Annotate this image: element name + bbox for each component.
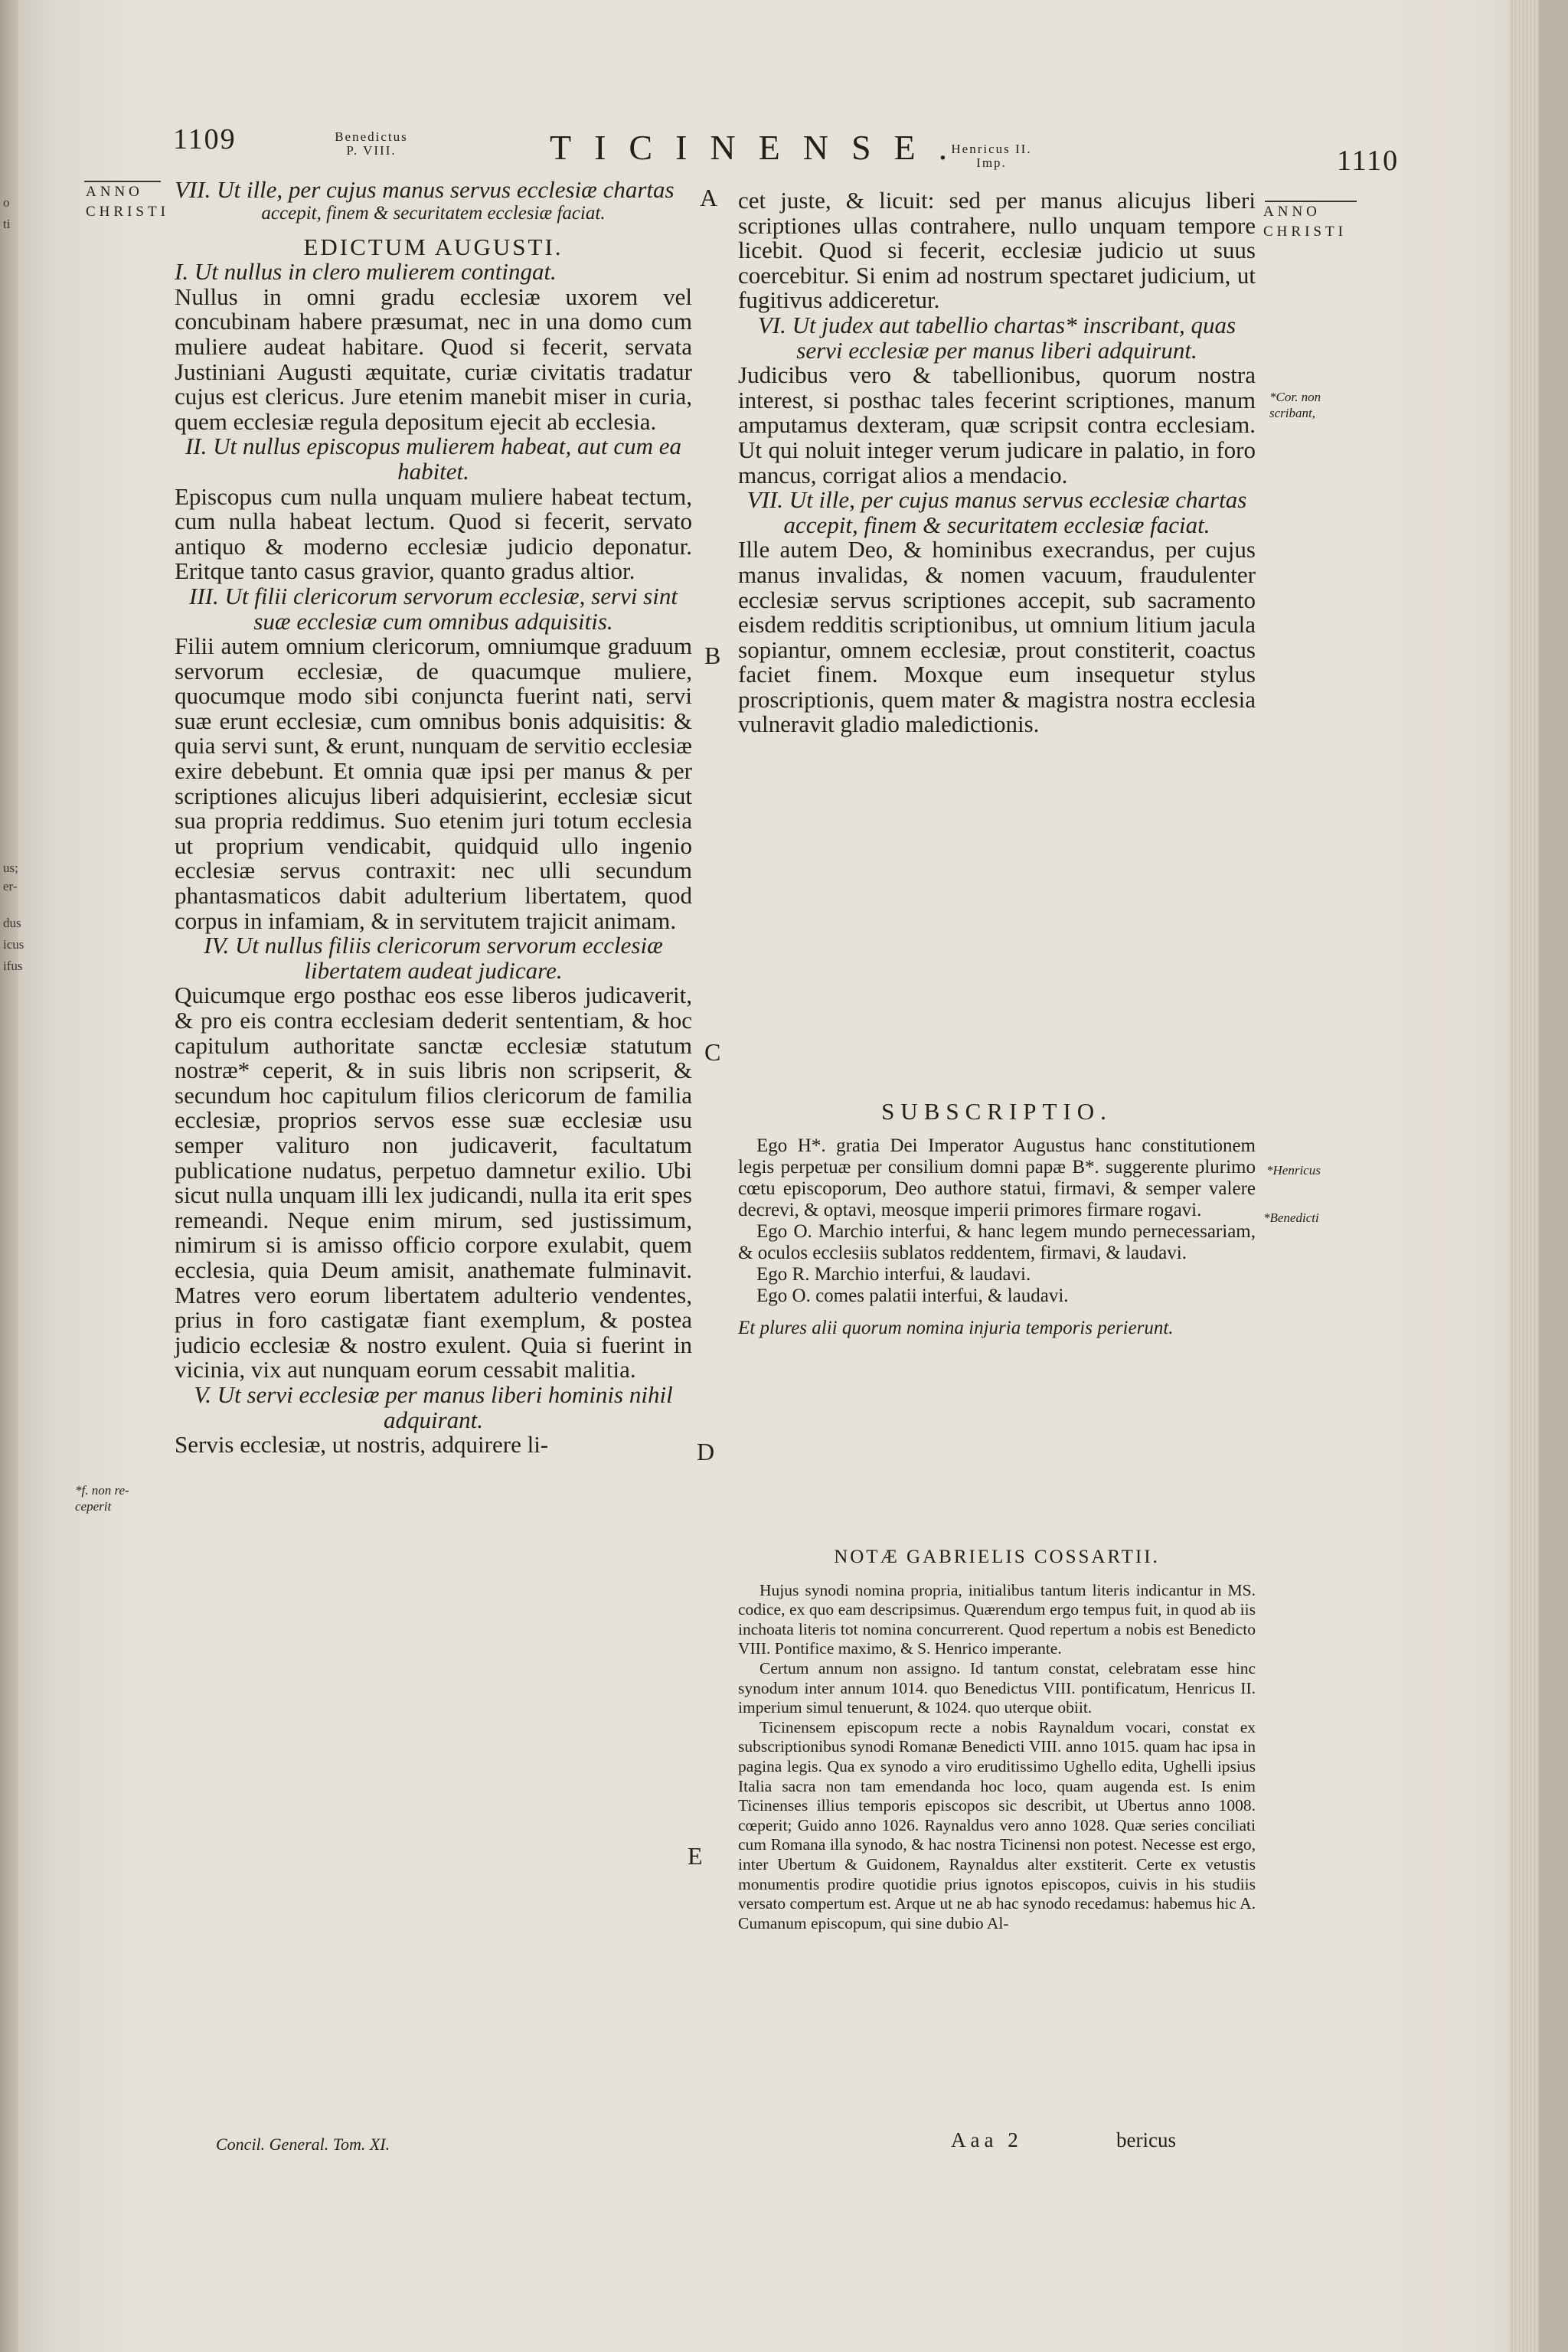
edge-fragment: ifus: [3, 959, 23, 973]
subscription-line: Ego R. Marchio interfui, & laudavi.: [756, 1263, 1031, 1285]
anno-label: ANNO: [1263, 204, 1321, 220]
margin-note-benedicti: *Benedicti: [1263, 1210, 1319, 1225]
margin-note-left: [75, 1482, 129, 1514]
subscription-line: Ego O. comes palatii interfui, & laudavi.: [756, 1285, 1069, 1306]
catchword: bericus: [1116, 2128, 1176, 2151]
anno-christi-left: [86, 182, 169, 222]
note-paragraph: Certum annum non assigno. Id tantum constat, celebratam esse hinc synodum inter annum 1014. quo Benedictus VIII. pontificatum, Henricus II. imperium simul tenuerunt, & 1024. quo uterque obiit.: [738, 1658, 1256, 1717]
edge-fragment: us;: [3, 861, 18, 875]
paragraph: Filii autem omnium clericorum, omniumque graduum servorum ecclesiæ, de quacumque muliere, quocumque modo sibi conjuncta fuerint nati, servi suæ erunt ecclesiæ, cum omnibus bonis adquisitis: & quia servi sunt, & erunt, nunquam de servitio ecclesiæ exire debebunt. Et omnia quæ ipsi per manus & per scriptiones alicujus liberi adquisierint, ecclesiæ sicut sua propria reddimus. Suo etenim juri totum ecclesia ut proprium vendicabit, quidquid ullo ingenio ecclesiæ servus contraxit: nec ulli secundum phantasmaticos dabit adulterium libertatem, quod corpus in infamiam, & in servitutem trajicit animam.: [175, 632, 692, 934]
header-pope-name: Benedictus: [335, 129, 408, 144]
book-spine: [0, 0, 18, 2352]
paragraph: Ille autem Deo, & hominibus execrandus, per cujus manus invalidas, & nomen vacuum, fraudulenter ecclesiæ servus scriptiones accepit, sub sacramento eisdem redditis scriptionibus, ut omnium litium jacula sopiantur, omnem ecclesiæ, prout constiterit, coactus faciet finem. Moxque eum insequetur stylus proscriptionis, quem mater & magistra nostra ecclesia vulneravit gladio maledictionis.: [738, 536, 1256, 738]
notes-block: [738, 1545, 1256, 1933]
page-number-right: 1110: [1337, 145, 1400, 177]
chapter-heading: IV. Ut nullus filiis clericorum servorum ecclesiæ libertatem audeat judicare.: [204, 932, 663, 984]
page-number-left: 1109: [173, 123, 237, 155]
chapter-heading-cont: accepit, finem & securitatem ecclesiæ faciat.: [261, 202, 606, 224]
section-letter: E: [688, 1842, 703, 1870]
edge-fragment: o: [3, 195, 10, 210]
section-letter: D: [697, 1438, 715, 1465]
chapter-heading: III. Ut filii clericorum servorum ecclesiæ, servi sint suæ ecclesiæ cum omnibus adquisitis.: [189, 582, 678, 635]
subscriptio-block: [738, 1099, 1256, 1339]
notes-heading: NOTÆ GABRIELIS COSSARTII.: [834, 1547, 1160, 1567]
margin-note-line: *f. non re-: [75, 1483, 129, 1498]
chapter-heading: VII. Ut ille, per cujus manus servus ecclesiæ chartas accepit, finem & securitatem ecclesiæ faciat.: [746, 486, 1247, 538]
subscriptio-closing: Et plures alii quorum nomina injuria temporis perierunt.: [738, 1317, 1174, 1338]
header-emperor-title: Imp.: [976, 155, 1007, 170]
chapter-heading: VI. Ut judex aut tabellio chartas* inscribant, quas servi ecclesiæ per manus liberi adquirunt.: [757, 311, 1236, 364]
right-column: [738, 188, 1256, 737]
margin-note-line: ceperit: [75, 1499, 112, 1514]
edge-fragment: ti: [3, 217, 11, 231]
paragraph: Nullus in omni gradu ecclesiæ uxorem vel concubinam habere præsumat, nec in una domo cum muliere audeat habitare. Quod si fecerit, servata Justiniani Augusti æquitate, curiæ civitatis tradatur cujus est clericus. Jure etenim manebit miser in curia, quem ecclesiæ regula depositum ejecit ab ecclesia.: [175, 283, 692, 435]
margin-note-line: *Cor. non: [1269, 390, 1321, 404]
paragraph: Judicibus vero & tabellionibus, quorum nostra interest, si posthac tales fecerint scriptiones, manum amputamus dexteram, quæ scripsit contra ecclesiam. Ut qui noluit integer verum judicare in palatio, in foro mancus, corrigat alios a mendacio.: [738, 361, 1256, 488]
header-emperor-name: Henricus II.: [951, 142, 1032, 156]
left-column: [175, 178, 692, 1458]
subscription-line: Ego H*. gratia Dei Imperator Augustus hanc constitutionem legis perpetuæ per consilium domni papæ B*. suggerente plurimo cœtu episcoporum, Deo authore statui, firmavi, & semper valere decrevi, & optavi, meosque imperii primores firmare rogavi.: [738, 1135, 1256, 1220]
chapter-heading: V. Ut servi ecclesiæ per manus liberi hominis nihil adquirant.: [194, 1380, 673, 1433]
edge-fragment: er-: [3, 879, 18, 893]
paragraph: Quicumque ergo posthac eos esse liberos judicaverit, & pro eis contra ecclesiam dederit sententiam, & hoc capitulum authoritate sanctæ ecclesiæ statutum nostræ* ceperit, & in suis libris non scripserit, & secundum hoc capitulum filios clericorum de familia ecclesiæ, proprios servos esse suæ ecclesiæ usu semper valituro non judicaverit, facultatum publicatione nudatus, perpetuo damnetur exilio. Ubi sicut nulla unquam illi lex judicandi, nulla ita erit spes remeandi. Neque enim mirum, sed justissimum, nimirum si is amisso officio corpore exulabit, quem ecclesia, quia Deum amisit, anathemate fulminavit. Matres vero eorum libertatem adulterio vendentes, prius in foro castigatæ fiant exemplum, & postea judicio ecclesiæ & nostro exulent. Quia si fuerint in vicinia, vix aut nunquam eorum cessabit malitia.: [175, 982, 692, 1383]
header-pope-number: P. VIII.: [346, 143, 397, 158]
paragraph: cet juste, & licuit: sed per manus alicujus liberi scriptiones ullas contrahere, nullo unquam tempore licebit. Quod si fecerit, ecclesiæ judicio ut suus coercebitur. Si enim ad nostrum spectaret judicium, ut fugitivus addiceretur.: [738, 187, 1256, 314]
edge-fragment: dus: [3, 916, 21, 930]
section-letter: C: [704, 1038, 721, 1066]
chapter-heading: I. Ut nullus in clero mulierem contingat.: [175, 258, 557, 286]
anno-label: ANNO: [86, 184, 143, 200]
edge-fragment: icus: [3, 937, 24, 952]
page-title: TICINENSE.: [550, 128, 971, 167]
christi-label: CHRISTI: [86, 204, 169, 220]
chapter-heading: VII. Ut ille, per cujus manus servus ecclesiæ chartas: [175, 176, 675, 203]
header-emperor: [938, 142, 1045, 170]
paragraph: Servis ecclesiæ, ut nostris, adquirere li-: [175, 1431, 549, 1459]
subscriptio-heading: SUBSCRIPTIO.: [881, 1098, 1112, 1125]
margin-note-line: scribant,: [1269, 406, 1315, 420]
signature-mark: Aaa 2: [951, 2128, 1023, 2151]
note-paragraph: Hujus synodi nomina propria, initialibus tantum literis indicantur in MS. codice, ex quo eam descripsimus. Quærendum ergo tempus fuit, in quod ab iis inchoata literis tot nomina concurrerent. Quod repertum a nobis est Benedicto VIII. Pontifice maximo, & S. Henrico imperante.: [738, 1580, 1256, 1658]
header-pope: [310, 130, 433, 158]
chapter-heading: II. Ut nullus episcopus mulierem habeat, aut cum ea habitet.: [185, 433, 682, 485]
note-paragraph: Ticinensem episcopum recte a nobis Raynaldum vocari, constat ex subscriptionibus synodi Romanæ Benedicti VIII. anno 1015. quam hac ipsa in pagina legis. Qua ex synodo a viro eruditissimo Ughello edita, Ughelli ipsius Italia sacra non tam emendanda hoc loco, quam augenda est. Is enim Ticinenses illius temporis episcopos sic describit, ut Ubertus anno 1008. cœperit; Guido anno 1026. Raynaldus vero anno 1028. Quæ series conciliati cum Romana illa synodo, & hac nostra Ticinensi non potest. Necesse est ergo, inter Ubertum & Guidonem, Raynaldus alter exstiterit. Certe ex vetustis monumentis prodire quotidie prius ignotos episcopos, cuivis in his studiis versato compertum est. Arque ut ne ab hac synodo recedamus: habemus hic A. Cumanum episcopum, qui sine dubio Al-: [738, 1717, 1256, 1932]
christi-label: CHRISTI: [1263, 224, 1347, 240]
section-heading: EDICTUM AUGUSTI.: [303, 233, 564, 260]
subscription-line: Ego O. Marchio interfui, & hanc legem mundo pernecessariam, & oculos ecclesiis sublatos reddentem, firmavi, & laudavi.: [738, 1220, 1256, 1263]
page-edges: [1510, 0, 1539, 2352]
section-letter: B: [704, 642, 721, 669]
margin-note-henricus: *Henricus: [1266, 1163, 1321, 1178]
section-letter: A: [700, 184, 718, 211]
margin-note-right: [1269, 389, 1321, 421]
paragraph: Episcopus cum nulla unquam muliere habeat tectum, cum nulla habeat lectum. Quod si fecerit, servato antiquo & moderno ecclesiæ judicio deponatur. Eritque tanto casus gravior, quanto gradus altior.: [175, 482, 692, 585]
footer-title: Concil. General. Tom. XI.: [216, 2135, 390, 2154]
anno-christi-right: [1263, 202, 1347, 242]
